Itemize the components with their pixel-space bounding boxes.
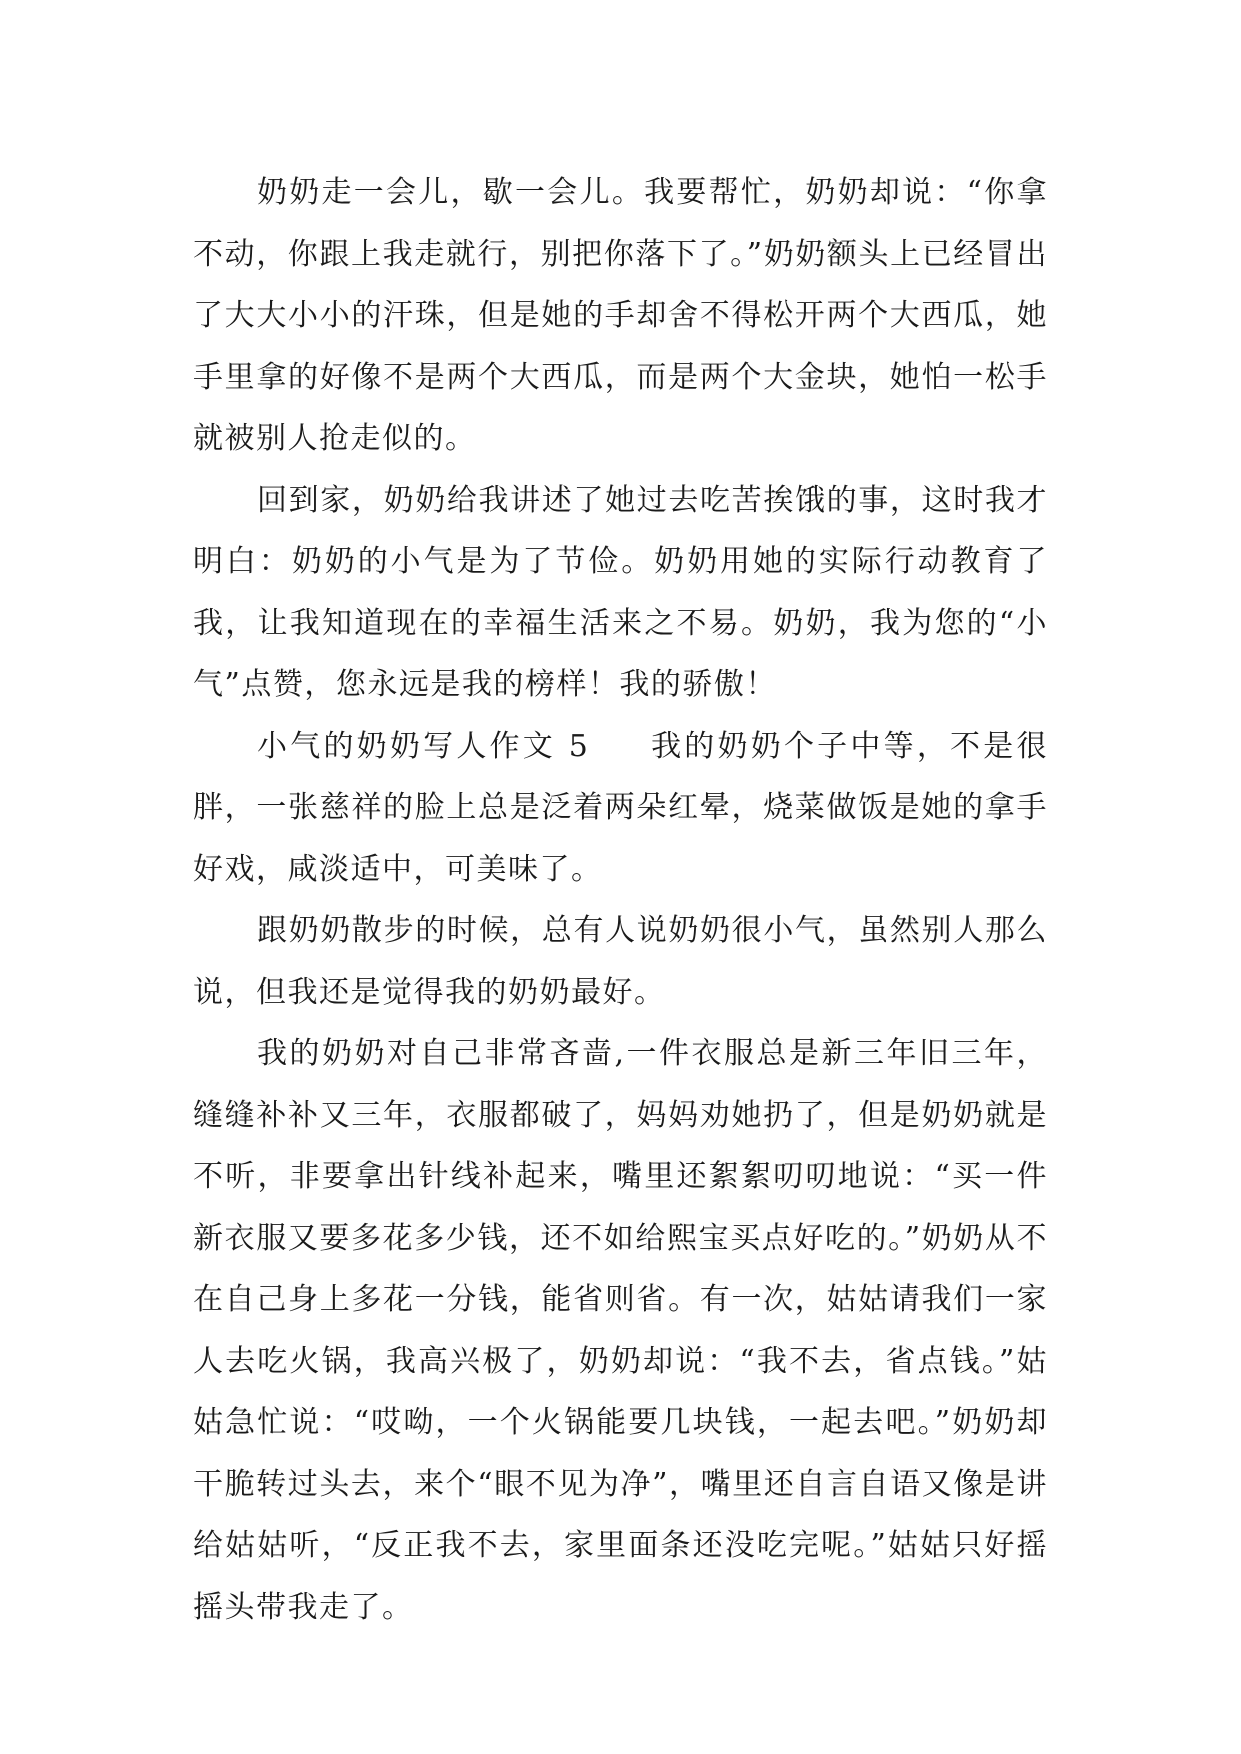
paragraph-watermelon: 奶奶走一会儿，歇一会儿。我要帮忙，奶奶却说：“你拿不动，你跟上我走就行，别把你落下了。”奶奶额头上已经冒出了大大小小的汗珠，但是她的手却舍不得松开两个大西瓜，她手里拿的好像不是两个大西瓜，而是两个大金块，她怕一松手就被别人抢走似的。 [193, 175, 1048, 456]
essay-intro: 我的奶奶个子中等，不是很胖，一张慈祥的脸上总是泛着两朵红晕，烧菜做饭是她的拿手好戏，咸淡适中，可美味了。 [193, 728, 1049, 887]
paragraph-essay-5 [193, 716, 1048, 901]
paragraph-walk: 跟奶奶散步的时候，总有人说奶奶很小气，虽然别人那么说，但我还是觉得我的奶奶最好。 [193, 913, 1048, 1010]
paragraph-home: 回到家，奶奶给我讲述了她过去吃苦挨饿的事，这时我才明白：奶奶的小气是为了节俭。奶奶用她的实际行动教育了我，让我知道现在的幸福生活来之不易。奶奶，我为您的“小气”点赞，您永远是我的榜样！我的骄傲！ [193, 482, 1048, 702]
essay-title: 小气的奶奶写人作文 5 [257, 728, 590, 764]
document-body [193, 162, 1048, 1638]
paragraph-frugal: 我的奶奶对自己非常吝啬,一件衣服总是新三年旧三年，缝缝补补又三年，衣服都破了，妈妈劝她扔了，但是奶奶就是不听，非要拿出针线补起来，嘴里还絮絮叨叨地说：“买一件新衣服又要多花多少钱，还不如给熙宝买点好吃的。”奶奶从不在自己身上多花一分钱，能省则省。有一次，姑姑请我们一家人去吃火锅，我高兴极了，奶奶却说：“我不去，省点钱。”姑姑急忙说：“哎呦，一个火锅能要几块钱，一起去吧。”奶奶却干脆转过头去，来个“眼不见为净”，嘴里还自言自语又像是讲给姑姑听，“反正我不去，家里面条还没吃完呢。”姑姑只好摇摇头带我走了。 [193, 1036, 1048, 1625]
